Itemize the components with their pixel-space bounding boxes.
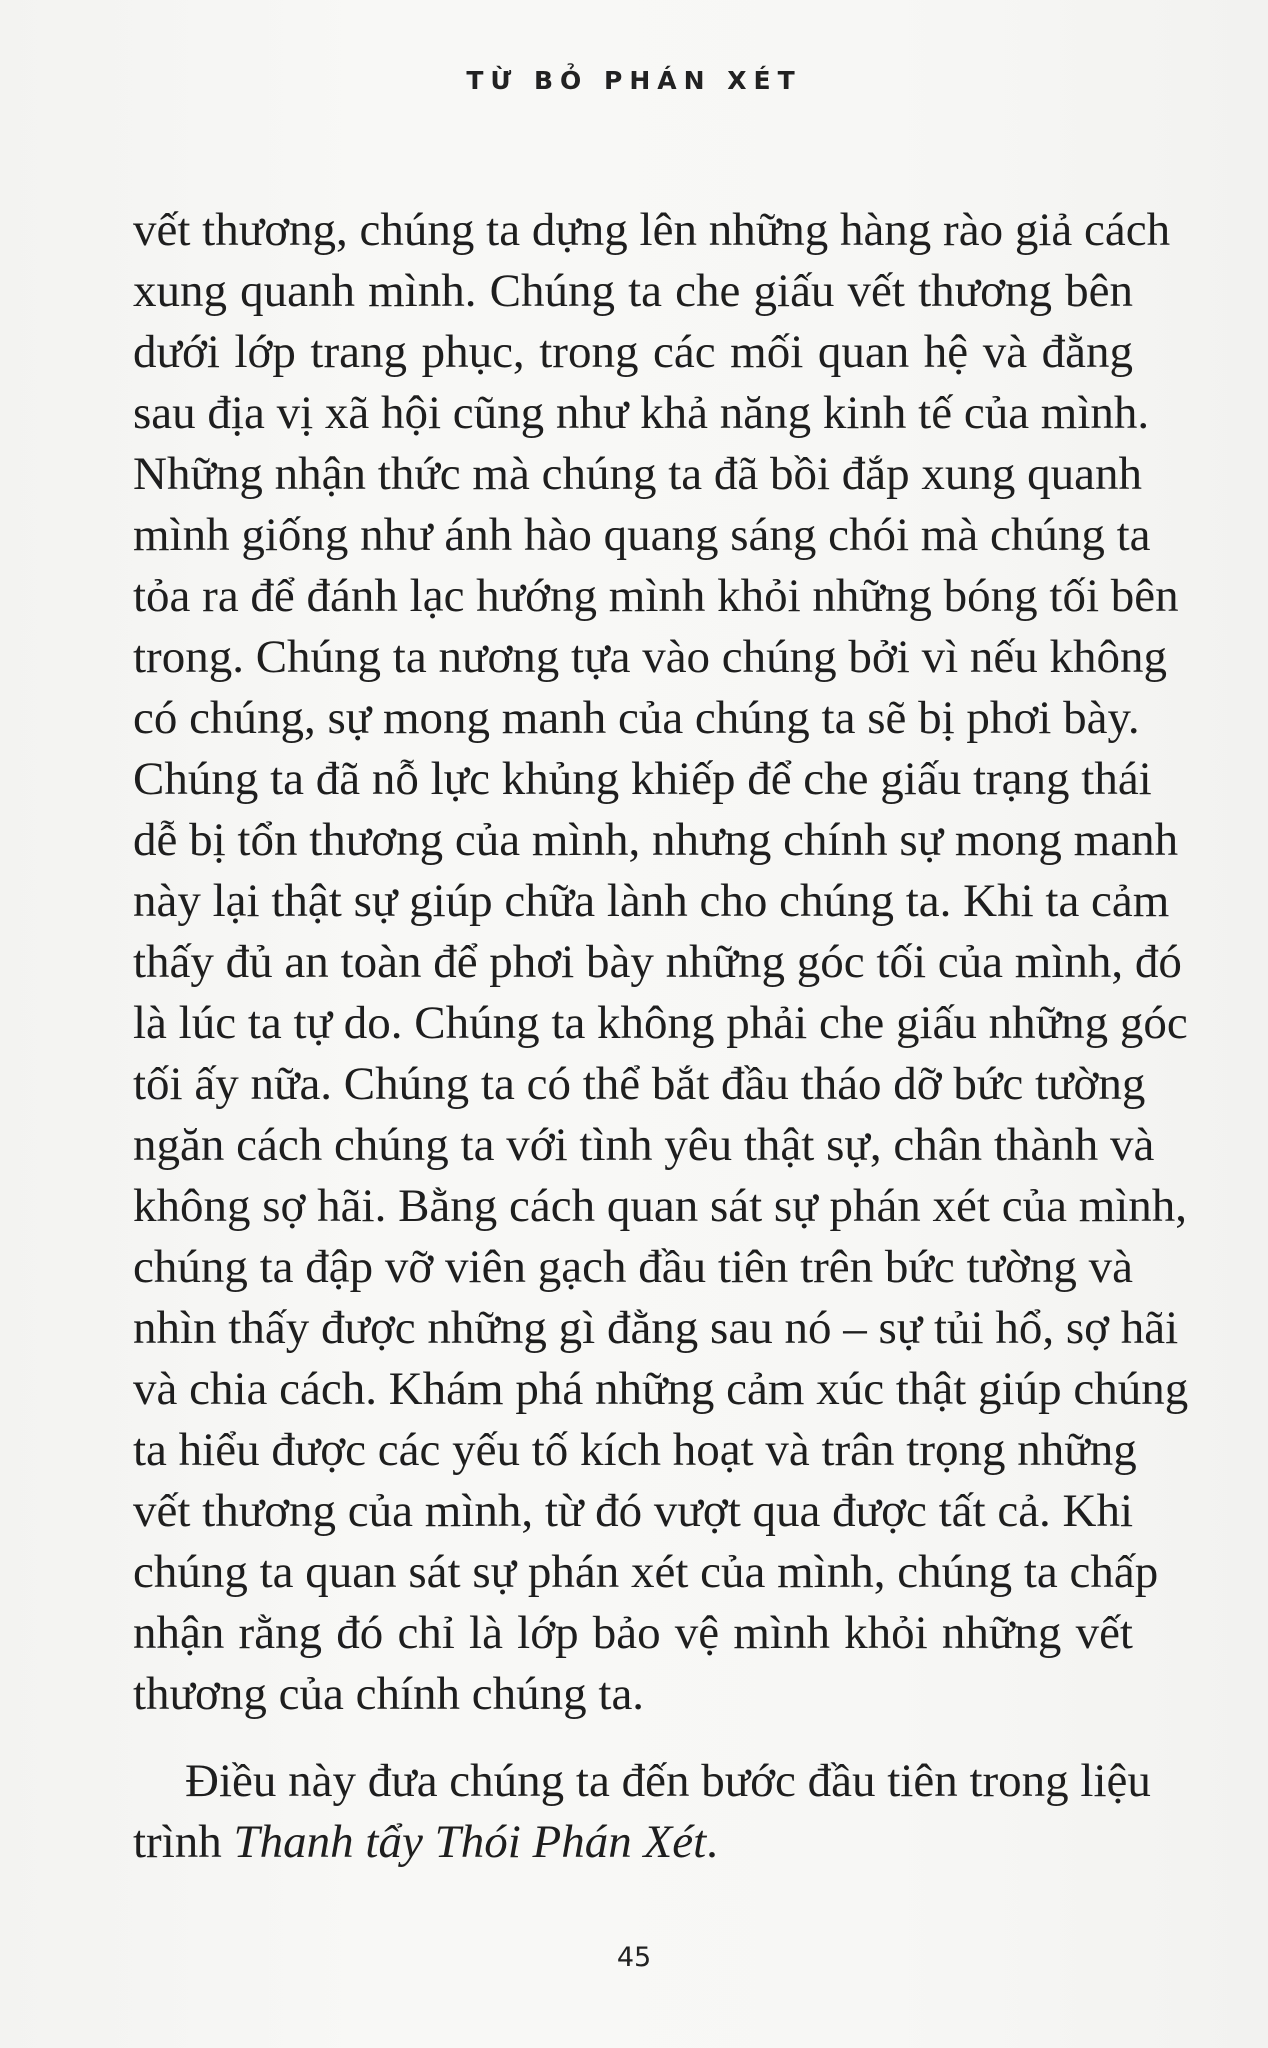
paragraph-2-prefix: trình xyxy=(133,1816,234,1868)
paragraph-2-suffix: . xyxy=(706,1816,718,1868)
running-head: TỪ BỎ PHÁN XÉT xyxy=(466,66,802,95)
body-text xyxy=(133,200,1189,1873)
paragraph-1-line: tối ấy nữa. Chúng ta có thể bắt đầu tháo dỡ bức tường xyxy=(133,1058,1146,1110)
paragraph-1-line: chúng ta quan sát sự phán xét của mình, chúng ta chấp xyxy=(133,1546,1159,1598)
paragraph-2-line-1: Điều này đưa chúng ta đến bước đầu tiên trong liệu xyxy=(185,1755,1151,1807)
paragraph-1-line: không sợ hãi. Bằng cách quan sát sự phán xét của mình, xyxy=(133,1180,1188,1232)
paragraph-1-line: sau địa vị xã hội cũng như khả năng kinh tế của mình. xyxy=(133,387,1150,439)
paragraph-1-line: Những nhận thức mà chúng ta đã bồi đắp xung quanh xyxy=(133,448,1143,500)
paragraph-1-line: và chia cách. Khám phá những cảm xúc thật giúp chúng xyxy=(133,1363,1189,1415)
paragraph-1-line: Chúng ta đã nỗ lực khủng khiếp để che giấu trạng thái xyxy=(133,753,1152,805)
paragraph-1-line: chúng ta đập vỡ viên gạch đầu tiên trên bức tường và xyxy=(133,1241,1133,1293)
paragraph-1 xyxy=(133,200,1189,1725)
paragraph-1-line: xung quanh mình. Chúng ta che giấu vết thương bên xyxy=(133,265,1133,317)
paragraph-1-line: có chúng, sự mong manh của chúng ta sẽ bị phơi bày. xyxy=(133,692,1140,744)
paragraph-2 xyxy=(133,1751,1151,1873)
paragraph-1-line: ta hiểu được các yếu tố kích hoạt và trân trọng những xyxy=(133,1424,1137,1476)
paragraph-1-line: vết thương, chúng ta dựng lên những hàng rào giả cách xyxy=(133,204,1171,256)
paragraph-1-line: dễ bị tổn thương của mình, nhưng chính sự mong manh xyxy=(133,814,1179,866)
paragraph-1-line: mình giống như ánh hào quang sáng chói mà chúng ta xyxy=(133,509,1151,561)
paragraph-1-line: nhìn thấy được những gì đằng sau nó – sự tủi hổ, sợ hãi xyxy=(133,1302,1179,1354)
paragraph-1-line: nhận rằng đó chỉ là lớp bảo vệ mình khỏi những vết xyxy=(133,1607,1133,1659)
paragraph-1-line: ngăn cách chúng ta với tình yêu thật sự, chân thành và xyxy=(133,1119,1155,1171)
paragraph-1-line: trong. Chúng ta nương tựa vào chúng bởi vì nếu không xyxy=(133,631,1167,683)
paragraph-1-line: là lúc ta tự do. Chúng ta không phải che giấu những góc xyxy=(133,997,1188,1049)
paragraph-1-line: này lại thật sự giúp chữa lành cho chúng ta. Khi ta cảm xyxy=(133,875,1170,927)
paragraph-1-line: thương của chính chúng ta. xyxy=(133,1668,645,1720)
page-number: 45 xyxy=(616,1942,652,1973)
paragraph-1-line: vết thương của mình, từ đó vượt qua được tất cả. Khi xyxy=(133,1485,1134,1537)
paragraph-gap xyxy=(133,1725,1133,1751)
paragraph-1-line: thấy đủ an toàn để phơi bày những góc tối của mình, đó xyxy=(133,936,1182,988)
paragraph-2-line-2 xyxy=(133,1812,1133,1873)
book-title-italic: Thanh tẩy Thói Phán Xét xyxy=(233,1816,707,1868)
paragraph-1-line: tỏa ra để đánh lạc hướng mình khỏi những bóng tối bên xyxy=(133,570,1179,622)
paragraph-1-line: dưới lớp trang phục, trong các mối quan hệ và đằng xyxy=(133,326,1133,378)
